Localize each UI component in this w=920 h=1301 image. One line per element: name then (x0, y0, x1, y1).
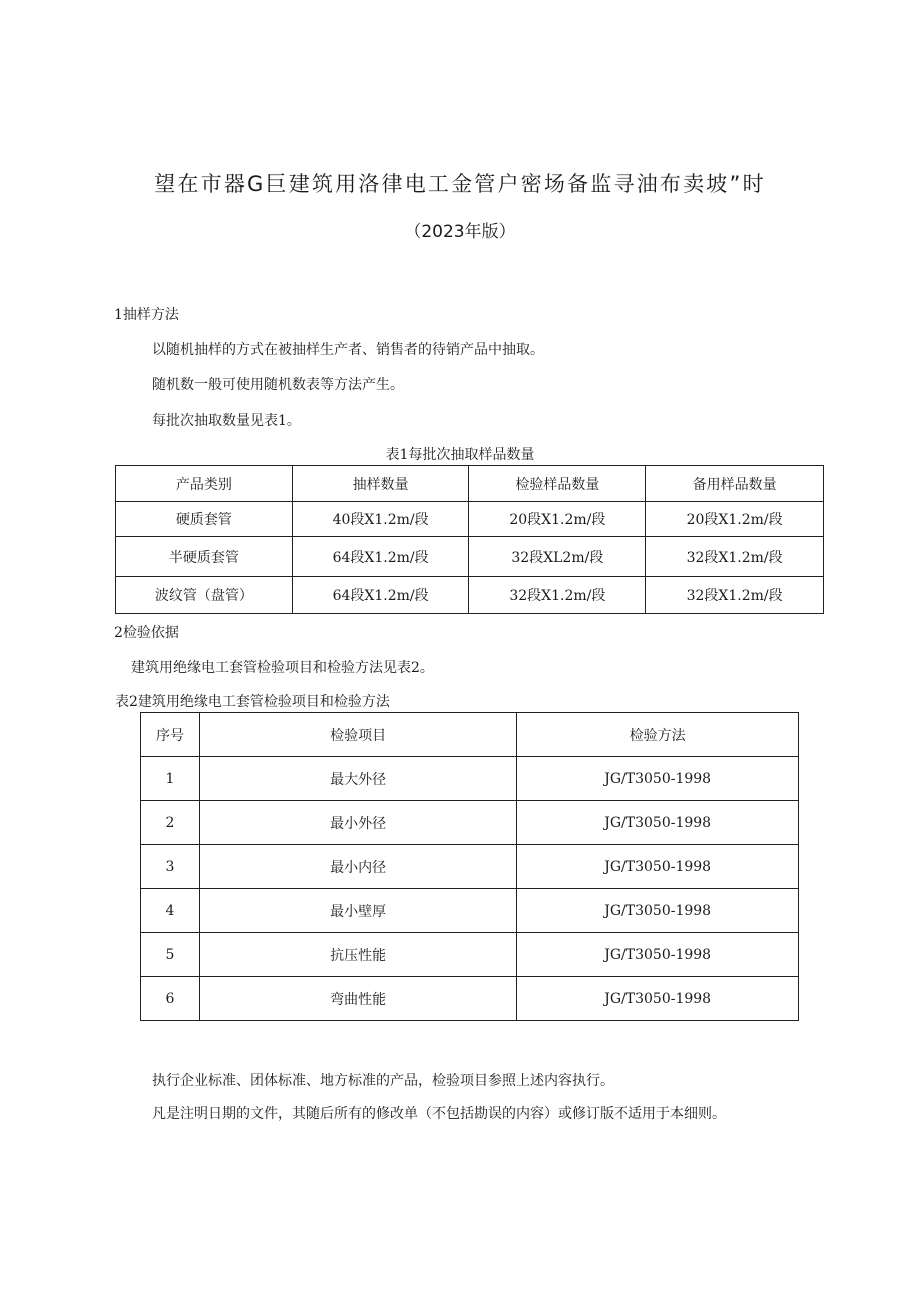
note-paragraph-1: 执行企业标准、团体标准、地方标准的产品，检验项目参照上述内容执行。 (152, 1073, 614, 1089)
table-cell: JG/T3050-1998 (517, 801, 799, 845)
sampling-quantity-table (115, 465, 824, 614)
table-cell: 3 (141, 845, 200, 889)
document-title: 望在市器G巨建筑用洛律电工金管户密场备监寻油布卖坡”时 (154, 172, 766, 196)
table-cell: 40段X1.2m/段 (292, 502, 469, 537)
table-cell: 波纹管（盘管） (116, 577, 293, 614)
table-cell: 最大外径 (199, 757, 516, 801)
table-cell: JG/T3050-1998 (517, 889, 799, 933)
table-cell: 2 (141, 801, 200, 845)
table-row (141, 845, 799, 889)
table-cell: 抗压性能 (199, 933, 516, 977)
table-cell: 最小外径 (199, 801, 516, 845)
header-serial-number: 序号 (141, 713, 200, 757)
header-inspection-item: 检验项目 (199, 713, 516, 757)
table-cell: 20段X1.2m/段 (469, 502, 646, 537)
table-1-caption: 表1每批次抽取样品数量 (385, 447, 535, 463)
section-1-paragraph-3: 每批次抽取数量见表1。 (152, 413, 301, 429)
note-paragraph-2: 凡是注明日期的文件，其随后所有的修改单（不包括勘误的内容）或修订版不适用于本细则。 (152, 1106, 726, 1122)
table-row (141, 889, 799, 933)
document-edition: （2023年版） (404, 222, 516, 242)
table-row (141, 757, 799, 801)
table-cell: 4 (141, 889, 200, 933)
table-cell: 半硬质套管 (116, 537, 293, 577)
table-cell: 64段X1.2m/段 (292, 577, 469, 614)
table-cell: 32段X1.2m/段 (646, 537, 824, 577)
table-cell: 最小内径 (199, 845, 516, 889)
table-row (141, 977, 799, 1021)
table-cell: JG/T3050-1998 (517, 757, 799, 801)
table-cell: 5 (141, 933, 200, 977)
table-cell: 硬质套管 (116, 502, 293, 537)
section-1-paragraph-2: 随机数一般可使用随机数表等方法产生。 (152, 377, 404, 393)
header-backup-sample-quantity: 备用样品数量 (646, 466, 824, 502)
table-header-row (116, 466, 824, 502)
table-row (141, 801, 799, 845)
table-2-caption: 表2建筑用绝缘电工套管检验项目和检验方法 (115, 694, 390, 710)
table-cell: JG/T3050-1998 (517, 845, 799, 889)
table-cell: 64段X1.2m/段 (292, 537, 469, 577)
inspection-items-table (140, 712, 799, 1021)
section-2-heading: 2检验依据 (114, 625, 179, 641)
table-cell: JG/T3050-1998 (517, 933, 799, 977)
section-1-heading: 1抽样方法 (114, 307, 179, 323)
table-cell: 1 (141, 757, 200, 801)
table-cell: JG/T3050-1998 (517, 977, 799, 1021)
table-cell: 弯曲性能 (199, 977, 516, 1021)
table-cell: 20段X1.2m/段 (646, 502, 824, 537)
header-product-category: 产品类别 (116, 466, 293, 502)
table-cell: 32段XL2m/段 (469, 537, 646, 577)
section-1-paragraph-1: 以随机抽样的方式在被抽样生产者、销售者的待销产品中抽取。 (152, 342, 544, 358)
table-header-row (141, 713, 799, 757)
header-test-sample-quantity: 检验样品数量 (469, 466, 646, 502)
table-cell: 32段X1.2m/段 (646, 577, 824, 614)
header-inspection-method: 检验方法 (517, 713, 799, 757)
table-row (116, 577, 824, 614)
header-sampling-quantity: 抽样数量 (292, 466, 469, 502)
table-cell: 最小壁厚 (199, 889, 516, 933)
table-cell: 32段X1.2m/段 (469, 577, 646, 614)
table-row (141, 933, 799, 977)
table-row (116, 502, 824, 537)
table-cell: 6 (141, 977, 200, 1021)
section-2-paragraph-1: 建筑用绝缘电工套管检验项目和检验方法见表2。 (131, 660, 434, 676)
table-row (116, 537, 824, 577)
